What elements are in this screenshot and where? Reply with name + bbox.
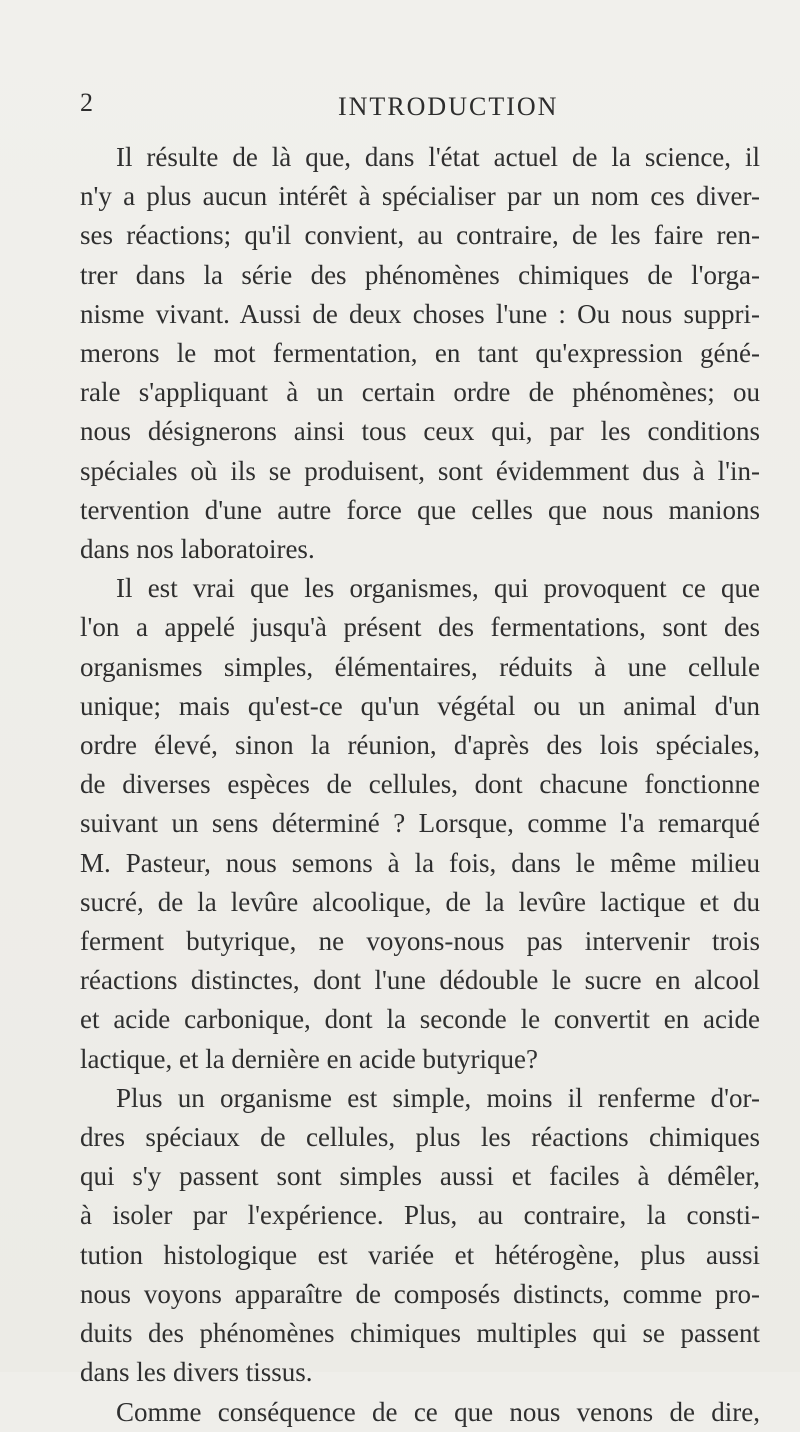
text-line: M. Pasteur, nous semons à la fois, dans le même milieu: [80, 847, 760, 878]
text-line: dans nos laboratoires.: [80, 534, 315, 565]
text-line: nous désignerons ainsi tous ceux qui, par les conditions: [80, 416, 760, 447]
text-line: ses réactions; qu'il convient, au contraire, de les faire ren-: [80, 220, 760, 251]
text-line: de diverses espèces de cellules, dont chacune fonctionne: [80, 769, 760, 800]
text-line: n'y a plus aucun intérêt à spécialiser par un nom ces diver-: [80, 181, 760, 212]
text-line: unique; mais qu'est-ce qu'un végétal ou un animal d'un: [80, 690, 760, 721]
text-line: rale s'appliquant à un certain ordre de phénomènes; ou: [80, 377, 760, 408]
text-line: lactique, et la dernière en acide butyrique?: [80, 1043, 539, 1074]
text-line: merons le mot fermentation, en tant qu'expression géné-: [80, 338, 760, 369]
text-line: Comme conséquence de ce que nous venons de dire,: [116, 1396, 760, 1427]
text-line: qui s'y passent sont simples aussi et faciles à démêler,: [80, 1161, 760, 1192]
running-head: [80, 88, 760, 128]
text-line: et acide carbonique, dont la seconde le convertit en acide: [80, 1004, 760, 1035]
text-line: sucré, de la levûre alcoolique, de la levûre lactique et du: [80, 886, 760, 917]
text-line: tervention d'une autre force que celles que nous manions: [80, 494, 760, 525]
text-line: réactions distinctes, dont l'une dédouble le sucre en alcool: [80, 965, 760, 996]
running-head-title: INTRODUCTION: [338, 92, 559, 121]
text-line: trer dans la série des phénomènes chimiques de l'orga-: [80, 259, 760, 290]
text-line: Il résulte de là que, dans l'état actuel de la science, il: [116, 142, 760, 172]
text-line: dres spéciaux de cellules, plus les réactions chimiques: [80, 1122, 760, 1153]
page-number: 2: [80, 88, 93, 117]
text-line: tution histologique est variée et hétérogène, plus aussi: [80, 1239, 760, 1270]
text-line: nisme vivant. Aussi de deux choses l'une : Ou nous suppri-: [80, 298, 760, 329]
text-line: suivant un sens déterminé ? Lorsque, comme l'a remarqué: [80, 808, 760, 839]
text-line: Il est vrai que les organismes, qui provoquent ce que: [116, 573, 760, 604]
text-line: ordre élevé, sinon la réunion, d'après des lois spéciales,: [80, 730, 760, 761]
body-text: [80, 138, 760, 1432]
text-line: ferment butyrique, ne voyons-nous pas intervenir trois: [80, 926, 760, 957]
text-line: Plus un organisme est simple, moins il renferme d'or-: [116, 1082, 760, 1113]
text-line: à isoler par l'expérience. Plus, au contraire, la consti-: [80, 1200, 760, 1231]
text-line: l'on a appelé jusqu'à présent des fermentations, sont des: [80, 612, 760, 643]
text-line: organismes simples, élémentaires, réduits à une cellule: [80, 651, 760, 682]
text-line: nous voyons apparaître de composés distincts, comme pro-: [80, 1278, 760, 1309]
text-line: spéciales où ils se produisent, sont évidemment dus à l'in-: [80, 455, 760, 486]
text-line: dans les divers tissus.: [80, 1357, 313, 1388]
text-line: duits des phénomènes chimiques multiples qui se passent: [80, 1318, 760, 1349]
